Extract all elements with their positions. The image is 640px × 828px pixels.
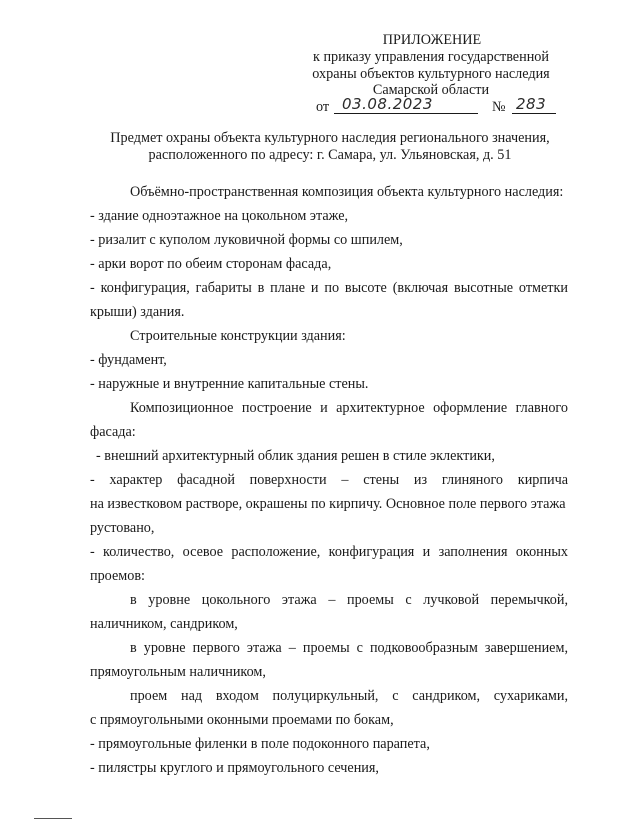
header-line-2: охраны объектов культурного наследия [312,66,550,82]
footnote-divider [34,818,72,819]
subject-line-2: расположенного по адресу: г. Самара, ул. Ульяновская, д. 51 [148,147,512,163]
sub-item: в уровне первого этажа – проемы с подковообразным завершением, [130,640,568,656]
handwritten-date: 03.08.2023 [342,95,433,113]
header-line-3: Самарской области [372,82,490,98]
list-item: - внешний архитектурный облик здания решен в стиле эклектики, [96,448,495,464]
list-item: - прямоугольные филенки в поле подоконного парапета, [90,736,430,752]
section-heading-structures: Строительные конструкции здания: [130,328,346,344]
list-item-continuation: рустовано, [90,520,155,536]
handwritten-number: 283 [516,95,547,113]
list-item-continuation: крыши) здания. [90,304,185,320]
sub-item-continuation: наличником, сандриком, [90,616,238,632]
subject-line-1: Предмет охраны объекта культурного наследия регионального значения, [110,130,550,146]
number-label: № [492,99,506,115]
list-item: - арки ворот по обеим сторонам фасада, [90,256,332,272]
list-item-continuation: на известковом растворе, окрашены по кирпичу. Основное поле первого этажа [90,496,566,512]
date-underline [334,113,478,114]
sub-item-continuation: с прямоугольными оконными проемами по бокам, [90,712,394,728]
sub-item: проем над входом полуциркульный, с сандриком, сухариками, [130,688,568,704]
list-item: - ризалит с куполом луковичной формы со шпилем, [90,232,403,248]
sub-item: в уровне цокольного этажа – проемы с лучковой перемычкой, [130,592,568,608]
list-item: - характер фасадной поверхности – стены из глиняного кирпича [90,472,568,488]
appendix-title: ПРИЛОЖЕНИЕ [382,32,482,48]
number-underline [512,113,556,114]
sub-item-continuation: прямоугольным наличником, [90,664,266,680]
list-item: - фундамент, [90,352,167,368]
section-heading-facade: Композиционное построение и архитектурное оформление главного [130,400,568,416]
list-item: - конфигурация, габариты в плане и по высоте (включая высотные отметки [90,280,568,296]
list-item: - здание одноэтажное на цокольном этаже, [90,208,349,224]
section-heading-continuation: фасада: [90,424,136,440]
date-from-label: от [316,99,330,115]
list-item-continuation: проемов: [90,568,145,584]
list-item: - пилястры круглого и прямоугольного сечения, [90,760,379,776]
section-heading-volume: Объёмно-пространственная композиция объекта культурного наследия: [130,184,564,200]
list-item: - количество, осевое расположение, конфигурация и заполнения оконных [90,544,568,560]
list-item: - наружные и внутренние капитальные стены. [90,376,369,392]
header-line-1: к приказу управления государственной [313,49,549,65]
